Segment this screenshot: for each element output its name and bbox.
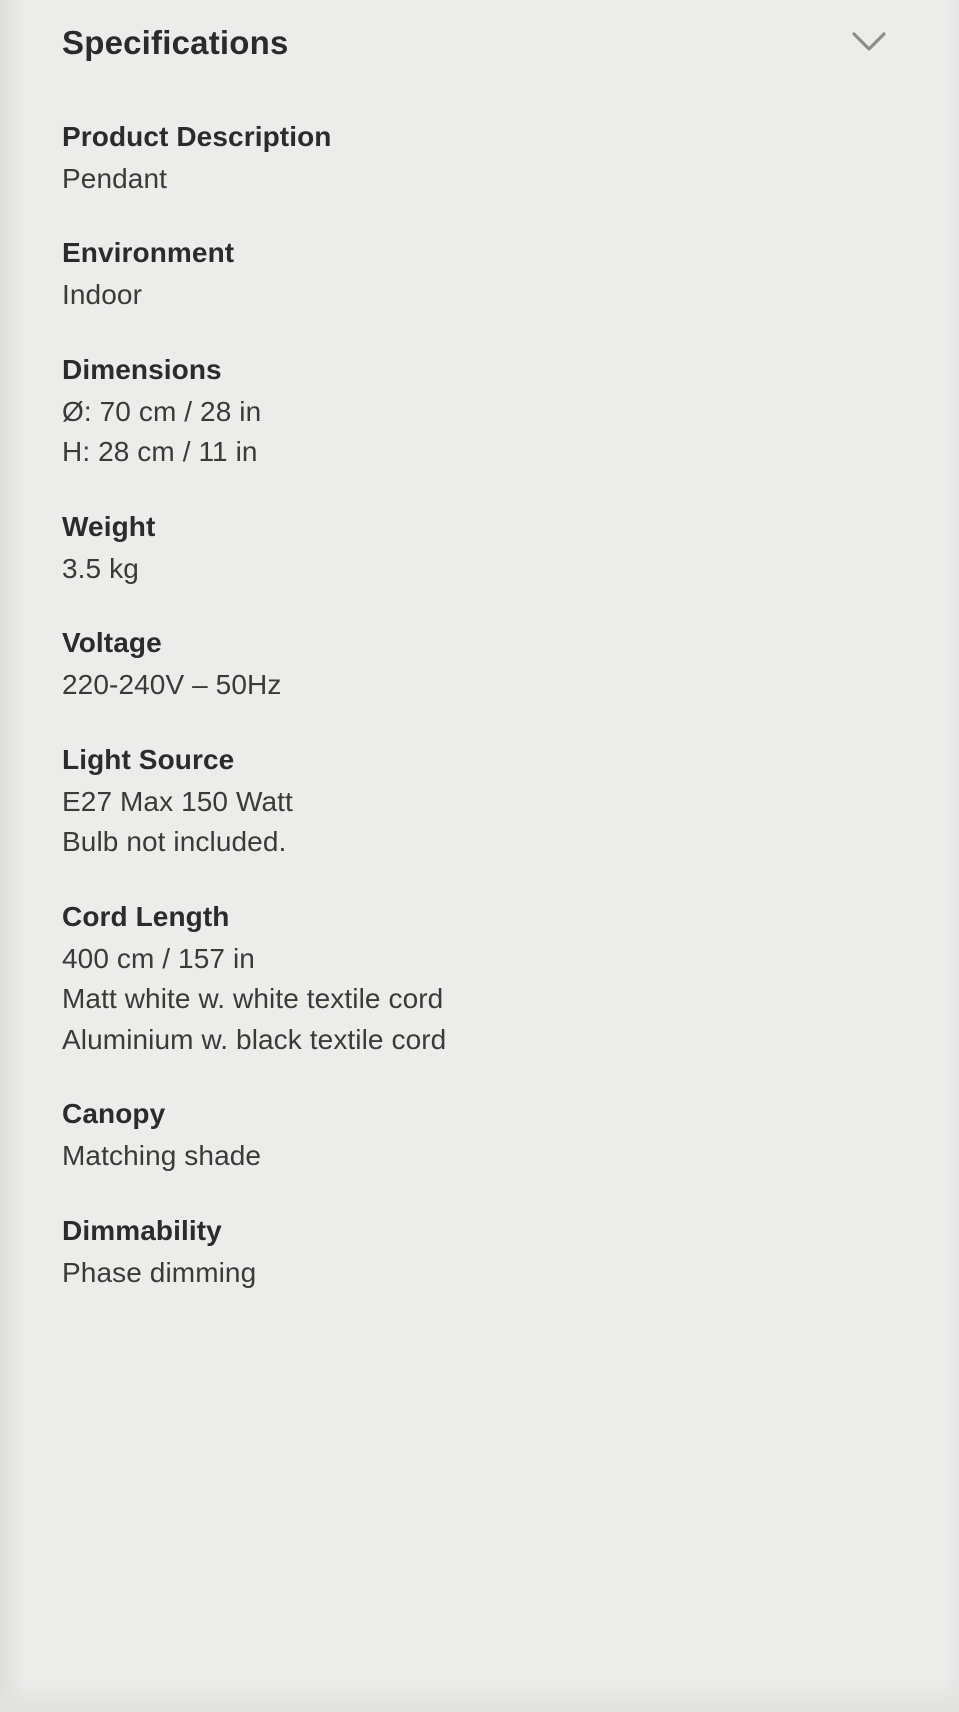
page-title: Specifications — [62, 23, 289, 61]
spec-value: Phase dimming — [62, 1256, 257, 1288]
spec-value: 220-240V – 50Hz — [62, 669, 282, 701]
chevron-down-icon[interactable] — [847, 20, 891, 64]
spec-value: E27 Max 150 Watt — [62, 785, 293, 817]
spec-item — [62, 741, 897, 862]
spec-label: Product Description — [62, 121, 332, 152]
specifications-list — [62, 118, 897, 1292]
spec-label: Dimensions — [62, 353, 222, 385]
spec-value: Matt white w. white textile cord — [62, 983, 444, 1015]
spec-item — [62, 351, 897, 472]
spec-value: 3.5 kg — [62, 552, 139, 584]
spec-value: Bulb not included. — [62, 826, 287, 858]
spec-value: 400 cm / 157 in — [62, 942, 255, 974]
spec-item — [62, 1212, 897, 1292]
spec-label: Canopy — [62, 1098, 166, 1130]
spec-value: Matching shade — [62, 1140, 262, 1172]
spec-value: Aluminium w. black textile cord — [62, 1023, 447, 1055]
spec-item — [62, 624, 897, 704]
spec-label: Cord Length — [62, 900, 230, 932]
spec-value: Ø: 70 cm / 28 in — [62, 395, 262, 427]
spec-label: Environment — [62, 237, 235, 269]
spec-label: Voltage — [62, 627, 162, 659]
spec-label: Dimmability — [62, 1214, 222, 1246]
spec-value: Indoor — [62, 279, 142, 311]
spec-label: Weight — [62, 510, 156, 542]
specifications-accordion-header[interactable] — [62, 0, 897, 76]
spec-value: Pendant — [62, 162, 168, 194]
spec-item — [62, 508, 897, 588]
spec-item — [62, 118, 897, 198]
spec-item — [62, 234, 897, 314]
spec-item — [62, 1095, 897, 1175]
spec-label: Light Source — [62, 743, 235, 775]
spec-item — [62, 898, 897, 1060]
spec-value: H: 28 cm / 11 in — [62, 436, 258, 468]
